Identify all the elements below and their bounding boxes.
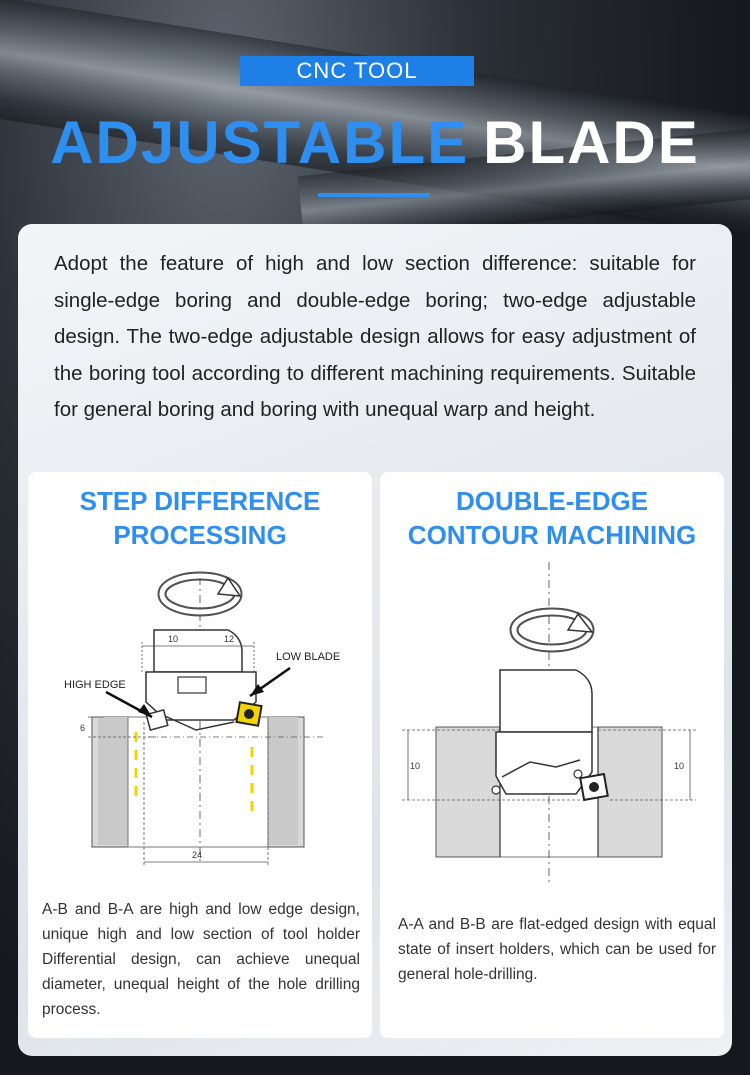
low-blade-label: LOW BLADE [276,651,341,663]
intro-paragraph: Adopt the feature of high and low section difference: suitable for single-edge boring and double-edge boring; two-edge adjustable design. The two-edge adjustable design allows for easy adjustment of the boring tool according to different machining requirements. Suitable for general boring and boring with unequal warp and height. [54,252,696,421]
card-title [28,484,372,552]
tool-shank [500,670,592,732]
card-description: A-B and B-A are high and low edge design, unique high and low section of tool holder Differential design, can achieve unequal diameter, unequal height of the hole drilling process. [42,901,360,1018]
card-title-line2: PROCESSING [113,520,287,550]
card-title-line1: STEP DIFFERENCE [79,486,321,516]
dim-left-label: 10 [410,761,421,771]
workpiece-right-wall [268,717,298,845]
dim-bottom-label: 24 [192,850,203,860]
card-description: A-A and B-B are flat-edged design with equal state of insert holders, which can be used for general hole-drilling. [398,916,716,983]
category-tag: CNC TOOL [240,56,474,86]
double-edge-diagram [380,562,724,902]
tool-head [496,732,592,794]
dim-right-label: 10 [674,761,685,771]
title-adjustable: ADJUSTABLE [50,109,470,176]
card-title-line1: DOUBLE-EDGE [455,486,649,516]
title-underline [318,193,430,197]
bore-cavity [128,717,268,847]
workpiece-left-block [436,727,500,857]
high-edge-label: HIGH EDGE [64,679,126,691]
workpiece-left-wall [98,717,128,845]
page-title [0,108,750,178]
card-double-edge [380,472,724,1038]
card-title-line2: CONTOUR MACHINING [407,520,697,550]
card-title [380,484,724,552]
dim-right-label: 12 [224,634,235,644]
card-step-difference [28,472,372,1038]
step-difference-diagram [28,562,372,892]
dim-left-label: 10 [168,634,179,644]
title-blade: BLADE [483,109,700,176]
dim-height-label: 6 [80,723,86,733]
